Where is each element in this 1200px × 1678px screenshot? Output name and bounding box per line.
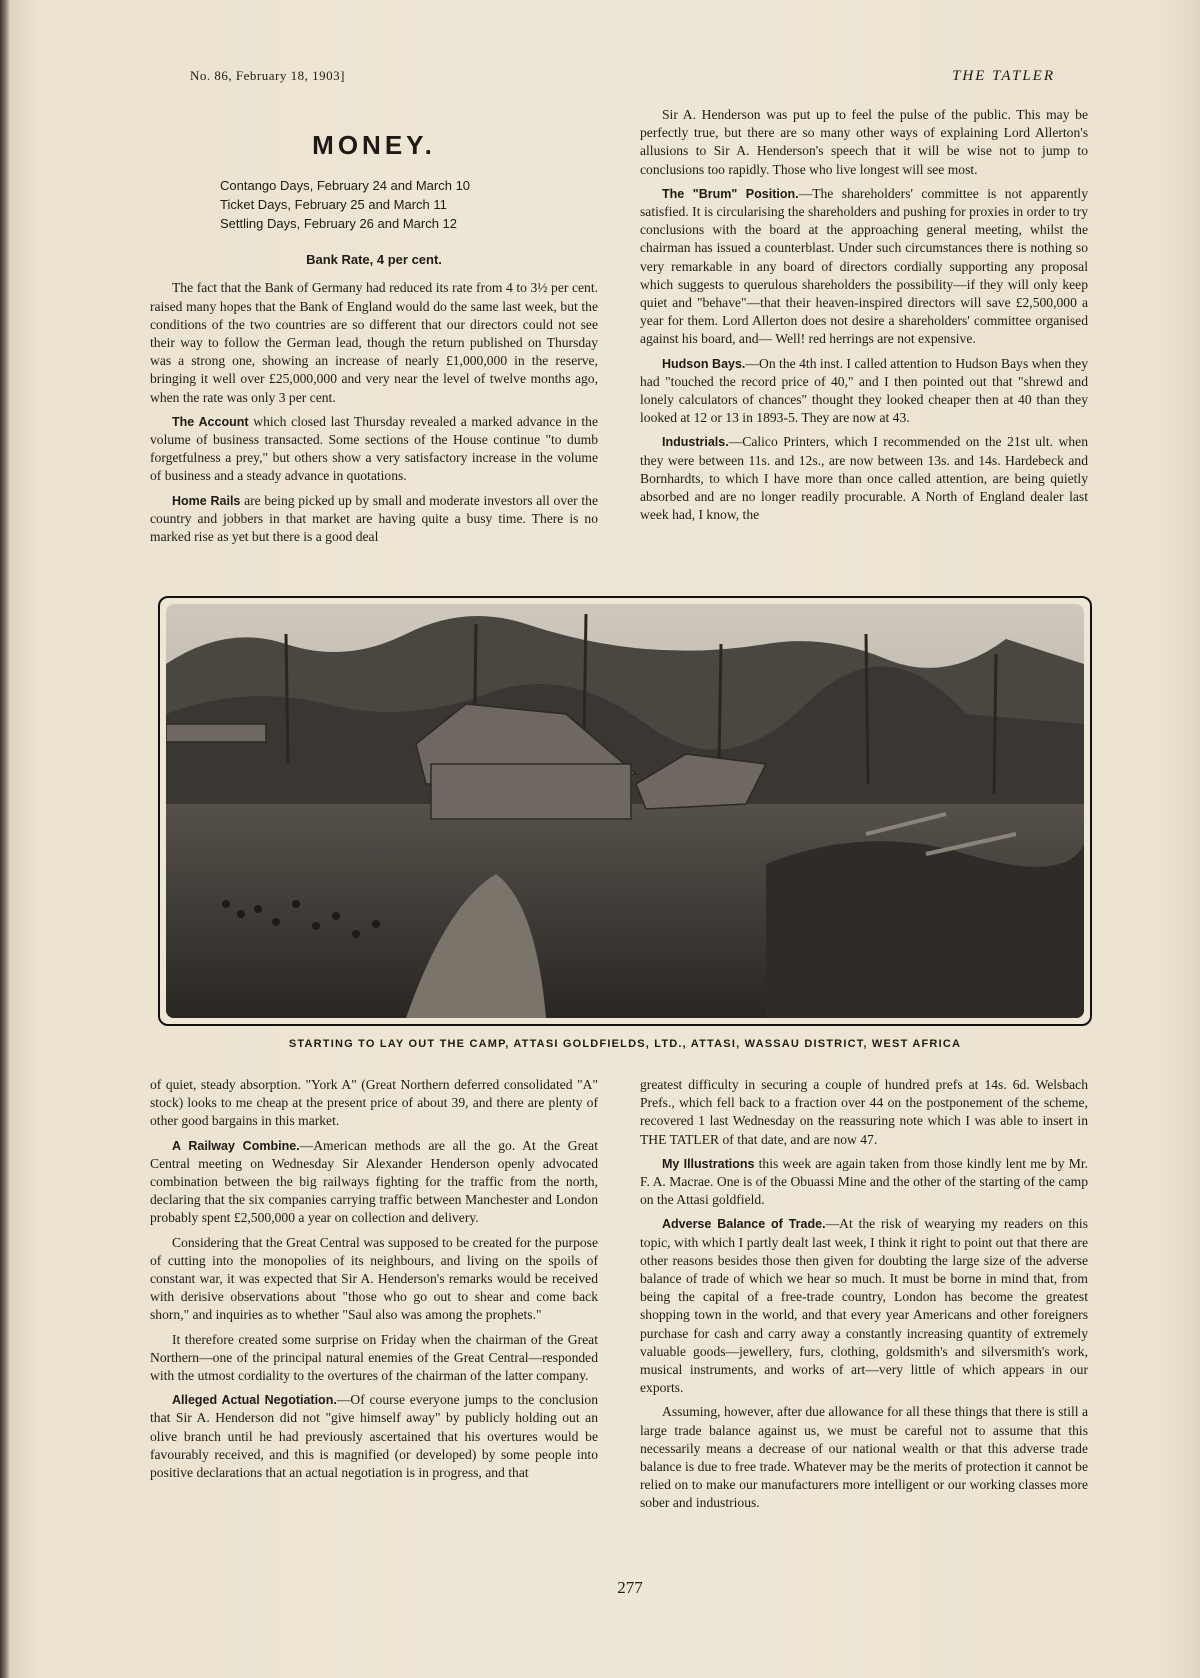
paragraph-lead: My Illustrations <box>662 1156 755 1171</box>
paragraph-text: which closed last Thursday revealed a marked advance in the volume of business transacted. Some sections of the House continue "to dumb forgetfulness a prey," but others show a very satisfactory increase in the volume of business and a steady advance in quotations. <box>150 413 598 484</box>
paragraph-text: —At the risk of wearying my readers on this topic, with which I partly dealt last week, I think it right to point out that there are other reasons besides those then given for doubting the large size of the adverse balance of trade of which we hear so much. It must be borne in mind that, from being the capital of a free-trade country, London has become the greatest shopping town in the world, and that every year Americans and other foreigners purchase for cash and carry away a constantly increasing quantity of extremely valuable goods—jewellery, furs, clothing, goldsmith's and silversmith's work, musical instruments, and works of art—very little of which appears in our exports. <box>640 1216 1088 1396</box>
left-top-paragraphs <box>150 279 598 546</box>
right-top-column <box>640 106 1088 530</box>
contango-days: Contango Days, February 24 and March 10 <box>220 178 471 194</box>
paragraph-text: —Of course everyone jumps to the conclusion that Sir A. Henderson did not "give himself away" by publicly holding out an olive branch until he had previously ascertained that his overtures would be favourably received, and this is magnified (or developed) by some people into positive declarations that an actual negotiation is in progress, and that <box>150 1392 598 1481</box>
paragraph-lead: The Account <box>172 414 249 429</box>
camp-photograph <box>166 604 1084 1018</box>
page-edge <box>0 0 10 1678</box>
publication-header: THE TATLER <box>952 68 1055 84</box>
paragraph-lead: Adverse Balance of Trade. <box>662 1217 826 1232</box>
ticket-days: Ticket Days, February 25 and March 11 <box>220 197 447 213</box>
paragraph <box>640 1155 1088 1210</box>
right-bottom-column <box>640 1076 1088 1519</box>
paragraph-lead: Alleged Actual Negotiation. <box>172 1393 337 1408</box>
paragraph-text: Sir A. Henderson was put up to feel the pulse of the public. This may be perfectly true, but there are so many other ways of explaining Lord Allerton's allusions to Sir A. Henderson's speech that it will be wise not to jump to conclusions too rapidly. Those who live longest will see most. <box>640 107 1088 177</box>
bank-rate-subhead: Bank Rate, 4 per cent. <box>306 252 442 268</box>
right-bottom-paragraphs <box>640 1076 1088 1513</box>
paragraph-text: It therefore created some surprise on Friday when the chairman of the Great Northern—one of the principal natural enemies of the Great Central—responded with the utmost cordiality to the overtures of the chairman of the latter company. <box>150 1331 598 1384</box>
paragraph-text: The fact that the Bank of Germany had reduced its rate from 4 to 3½ per cent. raised many hopes that the Bank of England would do the same last week, but the conditions of the two countries are so different that our directors could not see their way to follow the German lead, though the return published on Thursday was a strong one, showing an increase of nearly £1,000,000 in the reserve, bringing it well over £25,000,000 and very near the level of twelve months ago, when the rate was only 3 per cent. <box>150 280 598 405</box>
paragraph-lead: The "Brum" Position. <box>662 186 799 201</box>
paragraph <box>640 355 1088 428</box>
page-number: 277 <box>617 1578 643 1597</box>
paragraph <box>150 492 598 547</box>
paragraph <box>150 1137 598 1228</box>
paragraph <box>640 1403 1088 1512</box>
photograph-frame <box>158 596 1092 1026</box>
settling-days: Settling Days, February 26 and March 12 <box>220 216 458 232</box>
paragraph-lead: Industrials. <box>662 435 729 450</box>
right-top-paragraphs <box>640 106 1088 524</box>
paragraph-text: —American methods are all the go. At the Great Central meeting on Wednesday Sir Alexander Henderson openly advocated combination between the big railways fighting for the traffic from the north, declaring that the six companies carrying traffic between Manchester and London probably spent £2,500,000 a year on collection and delivery. <box>150 1137 598 1226</box>
paragraph-text: Assuming, however, after due allowance for all these things that there is still a large trade balance against us, we must be careful not to assume that this necessarily means a decrease of our national wealth or that this adverse trade balance is due to free trade. Whatever may be the merits of protection it cannot be relied on to make our manufacturers more intelligent or our working classes more sober and industrious. <box>640 1404 1088 1511</box>
paragraph-text: Considering that the Great Central was supposed to be created for the purpose of cutting into the monopolies of its neighbours, and living on the spoils of constant war, it was expected that Sir A. Henderson's remarks would be received with derisive observations about "those who go out to shear and come back shorn," and inquiries as to whether "Saul also was among the prophets." <box>150 1234 598 1323</box>
paragraph <box>150 279 598 406</box>
left-bottom-paragraphs <box>150 1076 598 1482</box>
paragraph <box>640 433 1088 524</box>
left-top-column <box>150 88 598 552</box>
paragraph-text: —The shareholders' committee is not apparently satisfied. It is circularising the shareholders and pushing for proxies in order to try conclusions with the board at the approaching general meeting, whilst the chairman has issued a counterblast. Under such circumstances there is nothing so very remarkable in any board of directors cordially supporting any proposal which suggests to querulous shareholders the possibility—if they will only keep quiet and "behave"—that their heaven-inspired directors will save £2,500,000 a year for them. Lord Allerton does not desire a shareholders' committee organised against his board, and— Well! red herrings are not expensive. <box>640 185 1088 347</box>
settlement-dates <box>150 176 598 233</box>
paragraph-lead: Hudson Bays. <box>662 356 746 371</box>
paragraph <box>150 1076 598 1131</box>
issue-header: No. 86, February 18, 1903] <box>190 68 345 83</box>
paragraph-lead: Home Rails <box>172 493 241 508</box>
paragraph <box>150 1391 598 1482</box>
photo-caption: STARTING TO LAY OUT THE CAMP, ATTASI GOLDFIELDS, LTD., ATTASI, WASSAU DISTRICT, WEST AFRICA <box>288 1038 962 1050</box>
paragraph-text: —Calico Printers, which I recommended on the 21st ult. when they were between 11s. and 12s., are now between 13s. and 14s. Hardebeck and Bornhardts, to which I have more than once called attention, are being quietly absorbed and are no longer readily procurable. A North of England dealer last week had, I know, the <box>640 434 1088 523</box>
paragraph-lead: A Railway Combine. <box>172 1138 300 1153</box>
paragraph <box>640 106 1088 179</box>
paragraph <box>640 1215 1088 1397</box>
article-title: MONEY. <box>312 130 436 160</box>
paragraph-text: —On the 4th inst. I called attention to Hudson Bays when they had "touched the record price of 40," and I then pointed out that "shrewd and lonely calculators of chances" thought they looked cheaper then at 40 than they looked at 12 or 13 in 1893-5. They are now at 43. <box>640 355 1088 426</box>
paragraph-text: greatest difficulty in securing a couple of hundred prefs at 14s. 6d. Welsbach Prefs., which fell back to a fraction over 44 on the postponement of the scheme, recovered 1 last Wednesday on the reassuring note which I was able to insert in THE TATLER of that date, and are now 47. <box>640 1077 1088 1147</box>
paragraph <box>150 1234 598 1325</box>
paragraph <box>640 185 1088 349</box>
paragraph-text: are being picked up by small and moderate investors all over the country and jobbers in that market are having quite a busy time. There is no marked rise as yet but there is a good deal <box>150 492 598 545</box>
paragraph <box>150 413 598 486</box>
left-bottom-column <box>150 1076 598 1488</box>
paragraph-text: of quiet, steady absorption. "York A" (Great Northern deferred consolidated "A" stock) looks to me cheap at the present price of about 39, and there are plenty of other good bargains in this market. <box>150 1077 598 1129</box>
paragraph-text: this week are again taken from those kindly lent me by Mr. F. A. Macrae. One is of the Obuassi Mine and the other of the starting of the camp on the Attasi goldfield. <box>640 1155 1088 1208</box>
paragraph <box>640 1076 1088 1149</box>
paragraph <box>150 1331 598 1386</box>
